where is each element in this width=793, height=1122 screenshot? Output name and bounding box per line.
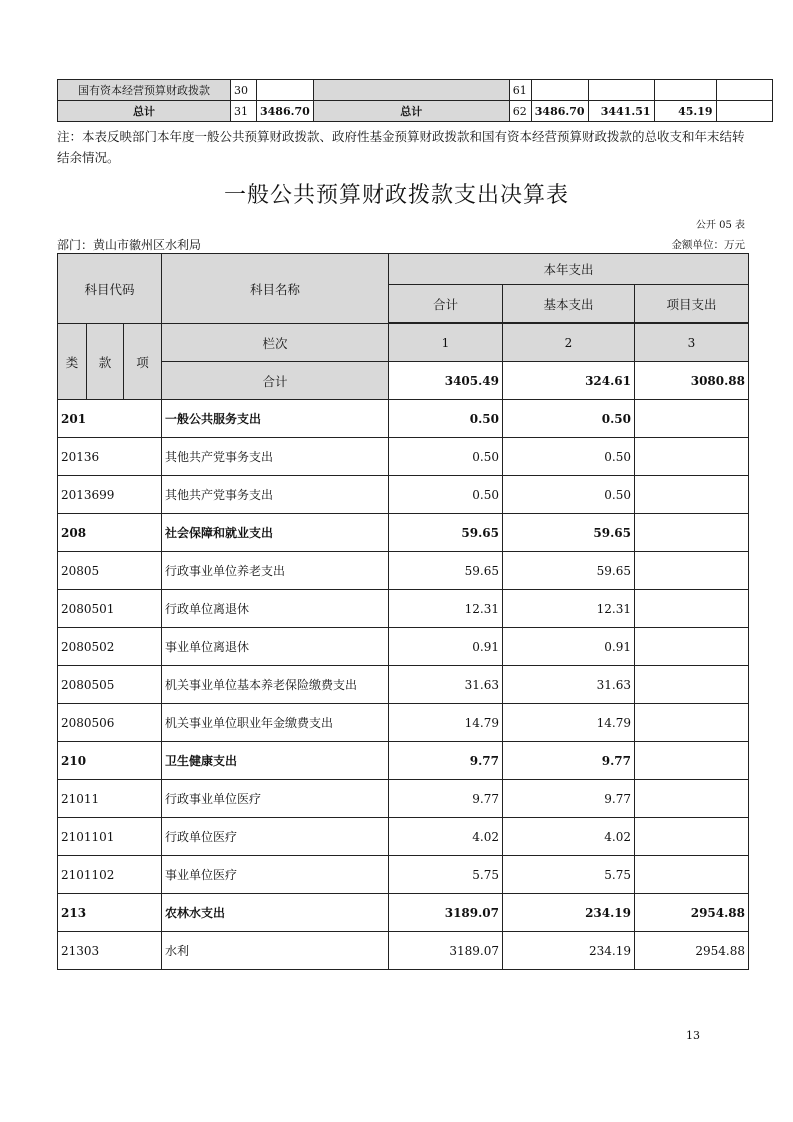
amount-cell bbox=[531, 80, 588, 101]
basic-amount: 31.63 bbox=[503, 666, 635, 704]
basic-amount: 59.65 bbox=[503, 514, 635, 552]
project-amount: 2954.88 bbox=[635, 932, 749, 970]
subject-name: 事业单位离退休 bbox=[162, 628, 389, 666]
table-row bbox=[58, 856, 749, 894]
line-number: 61 bbox=[509, 80, 531, 101]
project-amount bbox=[635, 438, 749, 476]
table-row bbox=[58, 628, 749, 666]
table-row bbox=[58, 894, 749, 932]
subject-name: 农林水支出 bbox=[162, 894, 389, 932]
project-amount bbox=[635, 704, 749, 742]
subject-code: 20805 bbox=[58, 552, 162, 590]
table-row bbox=[58, 590, 749, 628]
amount-cell bbox=[588, 80, 654, 101]
row-label bbox=[313, 80, 509, 101]
table-row bbox=[58, 400, 749, 438]
amount-cell: 45.19 bbox=[654, 101, 716, 122]
basic-amount: 9.77 bbox=[503, 742, 635, 780]
sum-row bbox=[58, 362, 749, 400]
basic-amount: 5.75 bbox=[503, 856, 635, 894]
form-number: 公开 05 表 bbox=[695, 220, 745, 231]
table-row bbox=[58, 80, 773, 101]
subject-name: 卫生健康支出 bbox=[162, 742, 389, 780]
line-number: 30 bbox=[231, 80, 257, 101]
project-amount bbox=[635, 552, 749, 590]
line-number: 62 bbox=[509, 101, 531, 122]
table-note: 注：本表反映部门本年度一般公共预算财政拨款、政府性基金预算财政拨款和国有资本经营预算财政拨款的总收支和年末结转结余情况。 bbox=[57, 129, 745, 165]
table-row bbox=[58, 552, 749, 590]
table-row bbox=[58, 101, 773, 122]
kuan-header: 款 bbox=[87, 324, 124, 400]
table-row bbox=[58, 514, 749, 552]
total-amount: 0.50 bbox=[389, 400, 503, 438]
basic-amount: 12.31 bbox=[503, 590, 635, 628]
subject-name: 行政单位医疗 bbox=[162, 818, 389, 856]
page-title: 一般公共预算财政拨款支出决算表 bbox=[223, 183, 569, 208]
basic-amount: 234.19 bbox=[503, 932, 635, 970]
total-amount: 14.79 bbox=[389, 704, 503, 742]
expenditure-table bbox=[57, 253, 749, 970]
subject-name-header: 科目名称 bbox=[162, 254, 389, 324]
basic-amount: 9.77 bbox=[503, 780, 635, 818]
subject-code: 210 bbox=[58, 742, 162, 780]
department-label: 部门：黄山市徽州区水利局 bbox=[57, 238, 202, 252]
total-amount: 0.50 bbox=[389, 476, 503, 514]
project-amount bbox=[635, 476, 749, 514]
total-amount: 9.77 bbox=[389, 742, 503, 780]
lei-header: 类 bbox=[58, 324, 87, 400]
total-amount: 3189.07 bbox=[389, 932, 503, 970]
basic-amount: 14.79 bbox=[503, 704, 635, 742]
project-amount bbox=[635, 628, 749, 666]
total-label: 总计 bbox=[58, 101, 231, 122]
subject-name: 行政单位离退休 bbox=[162, 590, 389, 628]
sum-label: 合计 bbox=[162, 362, 389, 400]
table-row bbox=[58, 666, 749, 704]
subject-code: 2101101 bbox=[58, 818, 162, 856]
basic-amount: 0.50 bbox=[503, 400, 635, 438]
project-header: 项目支出 bbox=[635, 285, 749, 323]
basic-amount: 0.50 bbox=[503, 476, 635, 514]
total-amount: 31.63 bbox=[389, 666, 503, 704]
subject-code: 21011 bbox=[58, 780, 162, 818]
project-amount: 2954.88 bbox=[635, 894, 749, 932]
project-amount bbox=[635, 666, 749, 704]
total-amount: 9.77 bbox=[389, 780, 503, 818]
unit-label: 金额单位：万元 bbox=[671, 239, 745, 251]
total-amount: 0.91 bbox=[389, 628, 503, 666]
basic-amount: 0.91 bbox=[503, 628, 635, 666]
amount-cell: 3486.70 bbox=[257, 101, 314, 122]
table-row bbox=[58, 704, 749, 742]
table-row bbox=[58, 742, 749, 780]
sum-basic: 324.61 bbox=[503, 362, 635, 400]
subject-code-header: 科目代码 bbox=[58, 254, 162, 324]
total-amount: 4.02 bbox=[389, 818, 503, 856]
project-amount bbox=[635, 590, 749, 628]
project-amount bbox=[635, 514, 749, 552]
subject-name: 社会保障和就业支出 bbox=[162, 514, 389, 552]
table-row bbox=[58, 780, 749, 818]
project-amount bbox=[635, 400, 749, 438]
column-number-label: 栏次 bbox=[162, 324, 389, 362]
total-amount: 12.31 bbox=[389, 590, 503, 628]
basic-header: 基本支出 bbox=[503, 285, 635, 323]
sum-total: 3405.49 bbox=[389, 362, 503, 400]
sum-project: 3080.88 bbox=[635, 362, 749, 400]
subject-code: 208 bbox=[58, 514, 162, 552]
total-amount: 0.50 bbox=[389, 438, 503, 476]
column-number: 3 bbox=[635, 324, 749, 362]
line-number: 31 bbox=[231, 101, 257, 122]
table-row bbox=[58, 476, 749, 514]
amount-cell bbox=[654, 80, 716, 101]
subject-code: 201 bbox=[58, 400, 162, 438]
project-amount bbox=[635, 780, 749, 818]
total-amount: 59.65 bbox=[389, 552, 503, 590]
column-number: 2 bbox=[503, 324, 635, 362]
total-amount: 3189.07 bbox=[389, 894, 503, 932]
current-year-header: 本年支出 bbox=[389, 254, 749, 285]
subject-code: 2013699 bbox=[58, 476, 162, 514]
total-amount: 5.75 bbox=[389, 856, 503, 894]
basic-amount: 0.50 bbox=[503, 438, 635, 476]
subject-code: 2080501 bbox=[58, 590, 162, 628]
amount-cell: 3441.51 bbox=[588, 101, 654, 122]
total-label: 总计 bbox=[313, 101, 509, 122]
subject-name: 一般公共服务支出 bbox=[162, 400, 389, 438]
column-number-row bbox=[58, 324, 749, 362]
row-label: 国有资本经营预算财政拨款 bbox=[58, 80, 231, 101]
project-amount bbox=[635, 742, 749, 780]
project-amount bbox=[635, 818, 749, 856]
table-row bbox=[58, 438, 749, 476]
subject-name: 事业单位医疗 bbox=[162, 856, 389, 894]
subject-name: 机关事业单位基本养老保险缴费支出 bbox=[162, 666, 389, 704]
amount-cell bbox=[257, 80, 314, 101]
subject-code: 2101102 bbox=[58, 856, 162, 894]
total-amount: 59.65 bbox=[389, 514, 503, 552]
subject-name: 行政事业单位养老支出 bbox=[162, 552, 389, 590]
subject-name: 机关事业单位职业年金缴费支出 bbox=[162, 704, 389, 742]
subject-name: 其他共产党事务支出 bbox=[162, 438, 389, 476]
amount-cell bbox=[716, 101, 772, 122]
subject-code: 20136 bbox=[58, 438, 162, 476]
amount-cell bbox=[716, 80, 772, 101]
subject-name: 行政事业单位医疗 bbox=[162, 780, 389, 818]
basic-amount: 234.19 bbox=[503, 894, 635, 932]
basic-amount: 4.02 bbox=[503, 818, 635, 856]
page-number: 13 bbox=[686, 1029, 700, 1042]
summary-table-continuation bbox=[57, 79, 773, 122]
amount-cell: 3486.70 bbox=[531, 101, 588, 122]
header-row bbox=[58, 254, 749, 285]
subject-code: 21303 bbox=[58, 932, 162, 970]
subject-name: 水利 bbox=[162, 932, 389, 970]
subject-name: 其他共产党事务支出 bbox=[162, 476, 389, 514]
subject-code: 2080506 bbox=[58, 704, 162, 742]
table-row bbox=[58, 932, 749, 970]
basic-amount: 59.65 bbox=[503, 552, 635, 590]
column-number: 1 bbox=[389, 324, 503, 362]
subject-code: 2080502 bbox=[58, 628, 162, 666]
subject-code: 2080505 bbox=[58, 666, 162, 704]
total-header: 合计 bbox=[389, 285, 503, 323]
xiang-header: 项 bbox=[124, 324, 162, 400]
table-row bbox=[58, 818, 749, 856]
project-amount bbox=[635, 856, 749, 894]
subject-code: 213 bbox=[58, 894, 162, 932]
